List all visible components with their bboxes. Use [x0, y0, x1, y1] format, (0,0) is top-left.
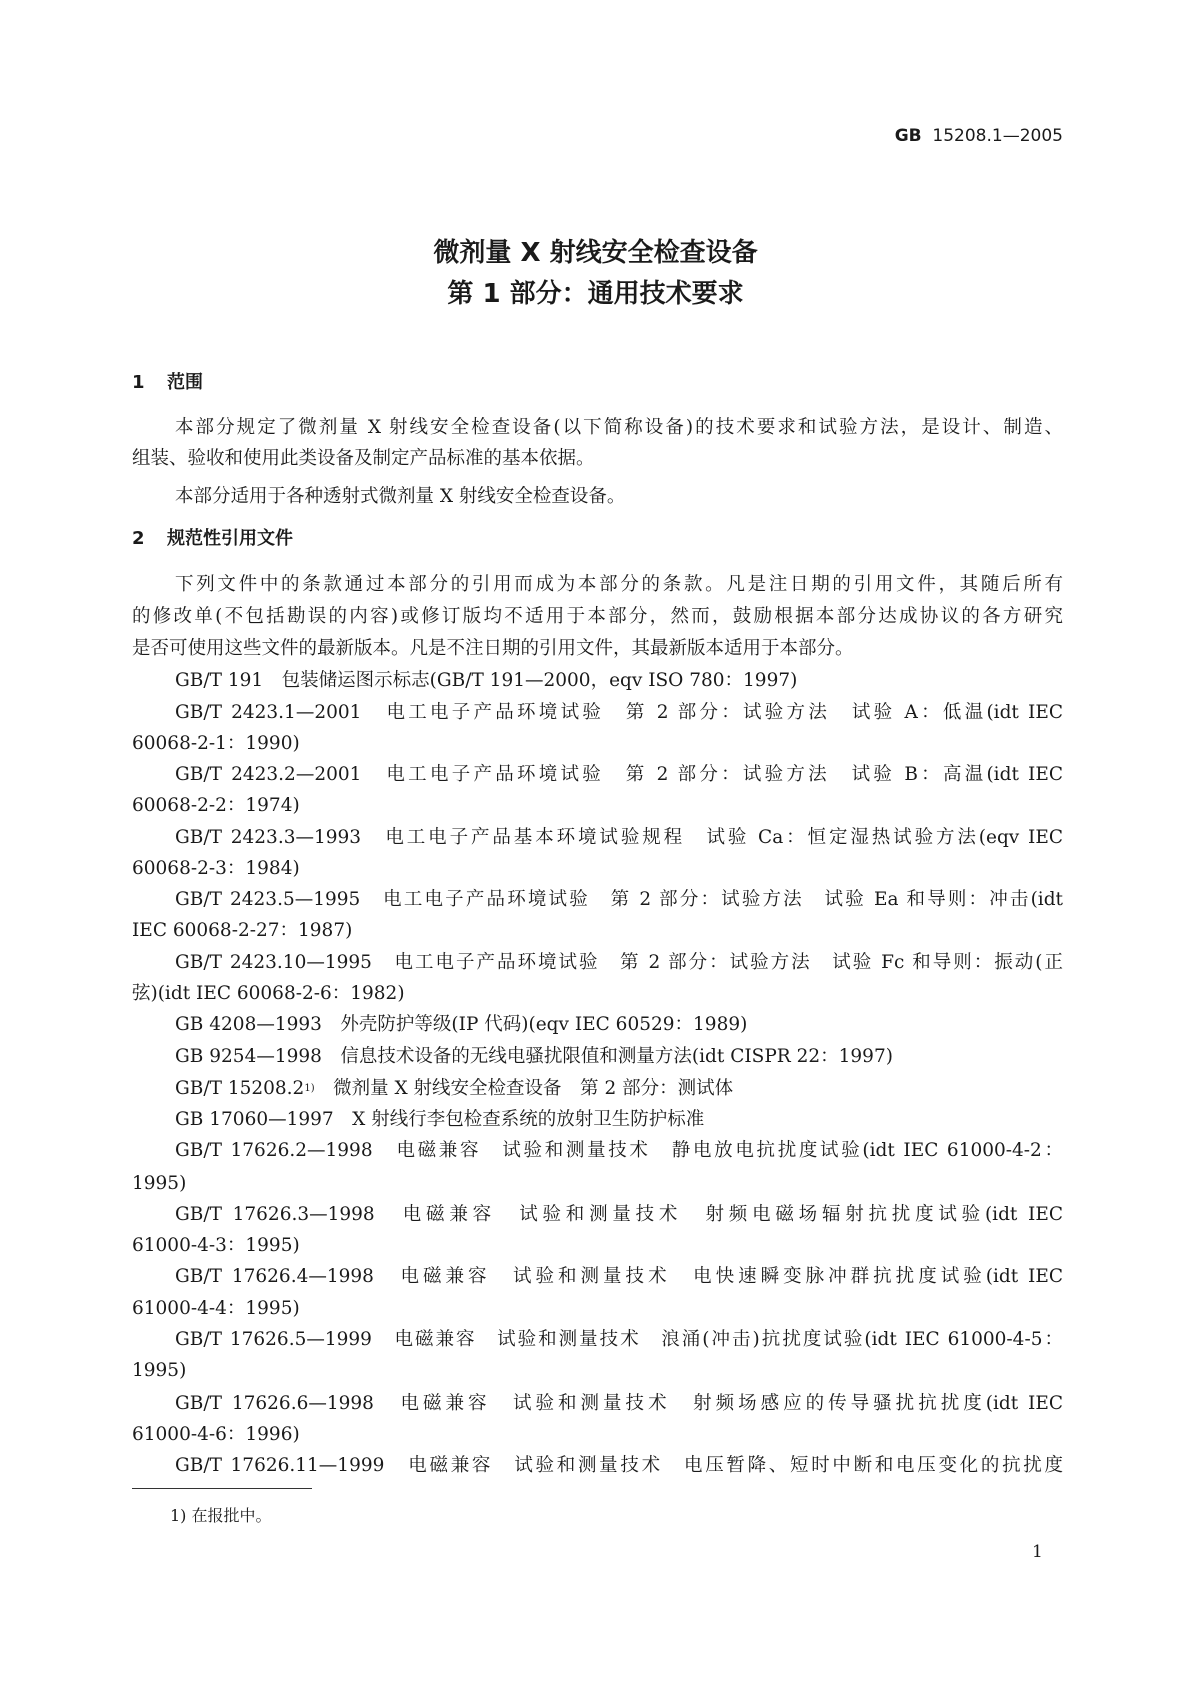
header-prefix: GB	[894, 126, 922, 146]
document-title: 微剂量 X 射线安全检查设备	[433, 238, 758, 268]
reference-item: GB/T 17626.11—1999 电磁兼容 试验和测量技术 电压暂降、短时中断和电压变化的抗扰度	[175, 1455, 1063, 1476]
reference-item: GB/T 2423.10—1995 电工电子产品环境试验 第 2 部分：试验方法 试验 Fc 和导则：振动(正	[175, 952, 1063, 973]
section-heading-normative-references	[132, 524, 293, 550]
reference-item	[175, 1078, 1063, 1100]
header-number: 15208.1—2005	[932, 126, 1063, 146]
reference-item-cont: 弦)(idt IEC 60068-2-6：1982)	[132, 983, 405, 1004]
reference-item: GB/T 17626.3—1998 电磁兼容 试验和测量技术 射频电磁场辐射抗扰度试验(idt IEC	[175, 1204, 1063, 1225]
reference-item: GB/T 2423.5—1995 电工电子产品环境试验 第 2 部分：试验方法 试验 Ea 和导则：冲击(idt	[175, 889, 1063, 910]
reference-item: GB 9254—1998 信息技术设备的无线电骚扰限值和测量方法(idt CISPR 22：1997)	[175, 1046, 893, 1067]
reference-item: GB/T 17626.4—1998 电磁兼容 试验和测量技术 电快速瞬变脉冲群抗扰度试验(idt IEC	[175, 1266, 1063, 1287]
paragraph-line: 组装、验收和使用此类设备及制定产品标准的基本依据。	[132, 448, 595, 469]
reference-item-cont: 61000-4-3：1995)	[132, 1235, 300, 1256]
reference-item-cont: 60068-2-1：1990)	[132, 733, 300, 754]
reference-item-cont: 61000-4-4：1995)	[132, 1298, 300, 1319]
reference-item: GB/T 2423.2—2001 电工电子产品环境试验 第 2 部分：试验方法 试验 B：高温(idt IEC	[175, 764, 1063, 785]
reference-item-cont: 1995)	[132, 1360, 187, 1381]
page-number: 1	[1032, 1542, 1043, 1562]
reference-item: GB 17060—1997 X 射线行李包检查系统的放射卫生防护标准	[175, 1109, 705, 1130]
footnote-divider	[132, 1488, 312, 1489]
reference-item: GB 4208—1993 外壳防护等级(IP 代码)(eqv IEC 60529：1989)	[175, 1014, 748, 1035]
reference-item-cont: 60068-2-3：1984)	[132, 858, 300, 879]
reference-item-cont: 61000-4-6：1996)	[132, 1424, 300, 1445]
section-heading-scope	[132, 368, 203, 394]
paragraph-line: 本部分适用于各种透射式微剂量 X 射线安全检查设备。	[175, 486, 626, 507]
section-number: 1	[132, 372, 145, 393]
reference-item: GB/T 191 包装储运图示标志(GB/T 191—2000，eqv ISO 780：1997)	[175, 670, 798, 691]
reference-title: 微剂量 X 射线安全检查设备 第 2 部分：测试体	[333, 1078, 734, 1099]
section-title: 范围	[167, 372, 203, 393]
reference-item: GB/T 2423.1—2001 电工电子产品环境试验 第 2 部分：试验方法 试验 A：低温(idt IEC	[175, 702, 1063, 723]
reference-item: GB/T 17626.5—1999 电磁兼容 试验和测量技术 浪涌(冲击)抗扰度试验(idt IEC 61000-4-5：	[175, 1329, 1063, 1350]
document-subtitle: 第 1 部分：通用技术要求	[447, 279, 744, 309]
section-title: 规范性引用文件	[167, 528, 293, 549]
section-number: 2	[132, 528, 145, 549]
reference-item-cont: 1995)	[132, 1173, 187, 1194]
reference-item: GB/T 17626.6—1998 电磁兼容 试验和测量技术 射频场感应的传导骚扰抗扰度(idt IEC	[175, 1393, 1063, 1414]
reference-item-cont: IEC 60068-2-27：1987)	[132, 920, 353, 941]
reference-item: GB/T 2423.3—1993 电工电子产品基本环境试验规程 试验 Ca：恒定湿热试验方法(eqv IEC	[175, 827, 1063, 848]
paragraph-line: 的修改单(不包括勘误的内容)或修订版均不适用于本部分，然而，鼓励根据本部分达成协议的各方研究	[132, 606, 1063, 627]
reference-item: GB/T 17626.2—1998 电磁兼容 试验和测量技术 静电放电抗扰度试验(idt IEC 61000-4-2：	[175, 1140, 1063, 1161]
footnote-marker: 1)	[304, 1083, 315, 1094]
paragraph-line: 本部分规定了微剂量 X 射线安全检查设备(以下简称设备)的技术要求和试验方法，是设计、制造、	[175, 417, 1063, 438]
paragraph-line: 下列文件中的条款通过本部分的引用而成为本部分的条款。凡是注日期的引用文件，其随后所有	[175, 574, 1063, 595]
paragraph-line: 是否可使用这些文件的最新版本。凡是不注日期的引用文件，其最新版本适用于本部分。	[132, 638, 854, 659]
reference-code: GB/T 15208.2	[175, 1078, 305, 1099]
reference-item-cont: 60068-2-2：1974)	[132, 795, 300, 816]
footnote: 1) 在报批中。	[170, 1506, 272, 1525]
standard-number-header	[895, 126, 1063, 146]
